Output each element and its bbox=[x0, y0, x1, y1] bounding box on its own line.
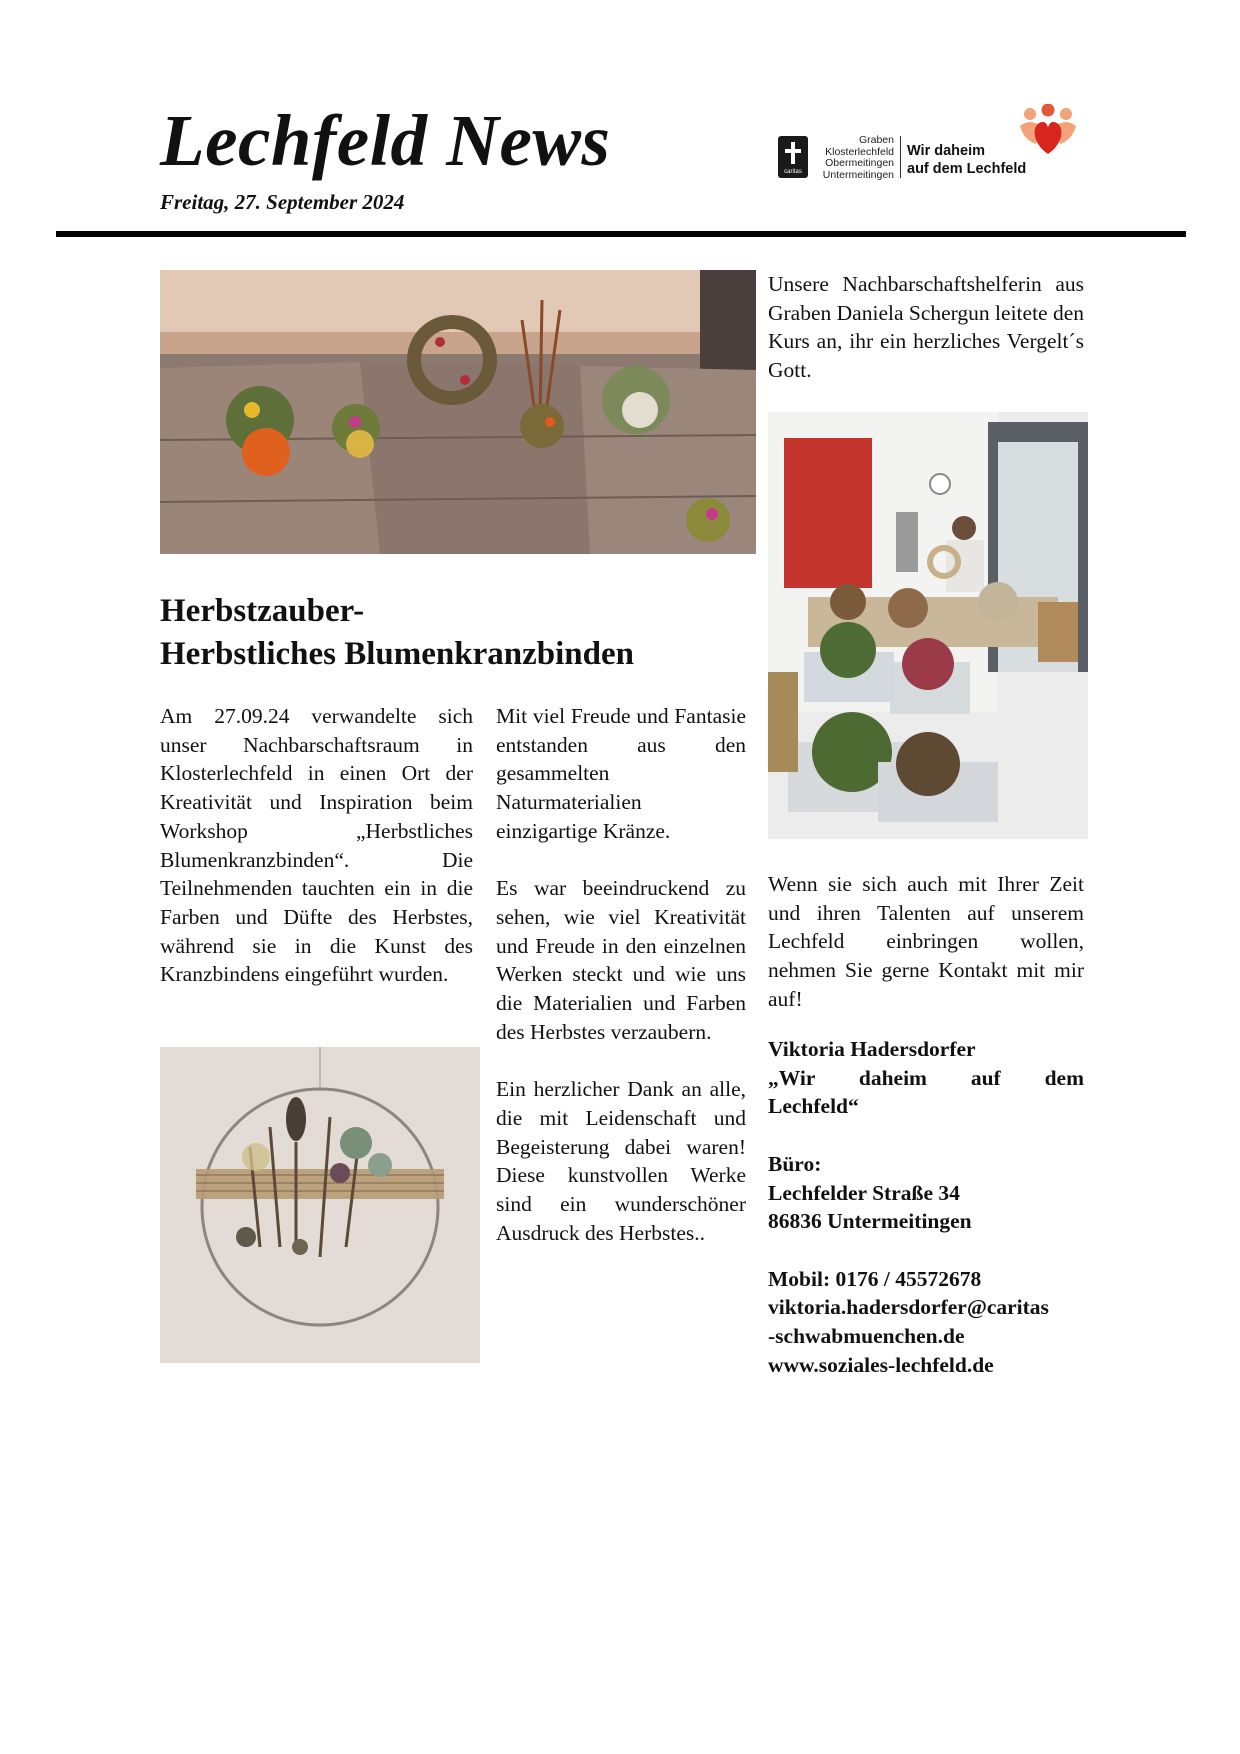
article-column-2 bbox=[496, 702, 746, 1247]
issue-date: Freitag, 27. September 2024 bbox=[160, 190, 405, 214]
newsletter-title: Lechfeld News bbox=[160, 100, 611, 181]
article-column-1 bbox=[160, 702, 473, 989]
wreaths-photo bbox=[160, 270, 756, 554]
caritas-logo-icon: caritas bbox=[778, 136, 808, 178]
masthead-rule bbox=[56, 231, 1186, 237]
workshop-room-photo bbox=[768, 412, 1088, 839]
contact-website[interactable]: www.soziales-lechfeld.de bbox=[768, 1352, 994, 1377]
logo-slogan: Wir daheim auf dem Lechfeld bbox=[907, 143, 1027, 177]
round-wreath-photo bbox=[160, 1047, 480, 1363]
paragraph: Unsere Nachbarschaftshelferin aus Graben Daniela Schergun leitete den Kurs an, ihr ein herzliches Vergelt´s Gott. bbox=[768, 272, 1085, 383]
office-city: 86836 Untermeitingen bbox=[768, 1209, 972, 1234]
paragraph: Ein herzlicher Dank an alle, die mit Leidenschaft und Begeisterung dabei waren! Diese kunstvollen Werke sind ein wunderschöner Ausdruck des Herbstes.. bbox=[496, 1077, 746, 1245]
paragraph: Am 27.09.24 verwandelte sich unser Nachbarschaftsraum in Klosterlechfeld in einen Ort der Kreativität und Inspiration beim Workshop „Herbstliches Blumenkranzbinden“. Die Teilnehmenden tauchten ein in die Farben und Düfte des Herbstes, während sie in die Kunst des Kranzbindens eingeführt wurden. bbox=[160, 704, 473, 987]
contact-name: Viktoria Hadersdorfer bbox=[768, 1037, 976, 1061]
paragraph: Mit viel Freude und Fantasie entstanden aus den gesammelten Naturmaterialien einzigartige Kränze. bbox=[496, 704, 746, 843]
contact-org-line2: Lechfeld“ bbox=[768, 1094, 859, 1119]
contact-email-line1[interactable]: viktoria.hadersdorfer@caritas bbox=[768, 1295, 1049, 1320]
contact-mobile: Mobil: 0176 / 45572678 bbox=[768, 1266, 982, 1291]
office-street: Lechfelder Straße 34 bbox=[768, 1180, 960, 1205]
logo-places: Graben Klosterlechfeld Obermeitingen Untermeitingen bbox=[822, 134, 894, 181]
logo-divider bbox=[900, 136, 901, 178]
contact-block bbox=[768, 1035, 1084, 1408]
article-column-3-intro bbox=[768, 270, 1084, 385]
article-headline: Herbstzauber- Herbstliches Blumenkranzbinden bbox=[160, 593, 634, 672]
paragraph: Es war beeindruckend zu sehen, wie viel Kreativität und Freude in den einzelnen Werken steckt und wie uns die Materialien und Farben des Herbstes verzaubern. bbox=[496, 876, 746, 1044]
contact-email-line2[interactable]: -schwabmuenchen.de bbox=[768, 1324, 965, 1348]
article-column-3-invite bbox=[768, 870, 1084, 1014]
paragraph: Wenn sie sich auch mit Ihrer Zeit und ihren Talenten auf unserem Lechfeld einbringen wollen, nehmen Sie gerne Kontakt mit mir auf! bbox=[768, 872, 1084, 1011]
people-heart-icon bbox=[1016, 104, 1080, 158]
contact-org-line1: „Wir daheim auf dem bbox=[768, 1065, 1084, 1090]
organization-logo bbox=[778, 104, 1078, 184]
office-label: Büro: bbox=[768, 1151, 822, 1176]
